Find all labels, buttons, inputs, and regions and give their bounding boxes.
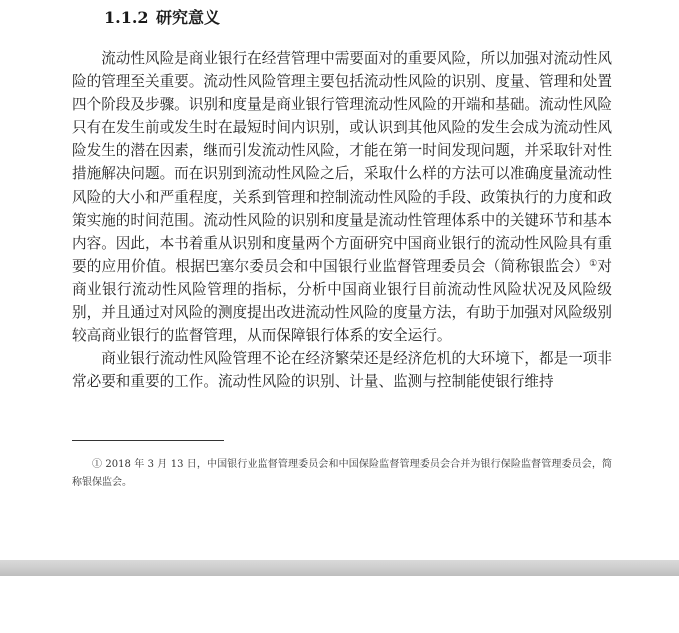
paragraph-1 [72, 47, 612, 347]
footnote [72, 456, 612, 492]
footnote-divider [72, 440, 224, 441]
next-page-area [0, 576, 679, 633]
section-title: 研究意义 [156, 8, 221, 27]
paragraph-2: 商业银行流动性风险管理不论在经济繁荣还是经济危机的大环境下，都是一项非常必要和重要的工作。流动性风险的识别、计量、监测与控制能使银行维持 [72, 350, 612, 391]
section-heading [104, 6, 220, 30]
paragraph-1-text-b: 对商业银行流动性风险管理的指标，分析中国商业银行目前流动性风险状况及风险级别，并且通过对风险的测度提出改进流动性风险的度量方法，有助于加强对风险级别较高商业银行的监督管理，从而保障银行体系的安全运行。 [72, 257, 612, 345]
footnote-marker[interactable]: ① [589, 258, 598, 269]
paragraph-1-text-a: 流动性风险是商业银行在经营管理中需要面对的重要风险，所以加强对流动性风险的管理至关重要。流动性风险管理主要包括流动性风险的识别、度量、管理和处置四个阶段及步骤。识别和度量是商业银行管理流动性风险的开端和基础。流动性风险只有在发生前或发生时在最短时间内识别，或认识到其他风险的发生会成为流动性风险发生的潜在因素，继而引发流动性风险，才能在第一时间发现问题，并采取针对性措施解决问题。而在识别到流动性风险之后，采取什么样的方法可以准确度量流动性风险的大小和严重程度，关系到管理和控制流动性风险的手段、政策执行的力度和政策实施的时间范围。流动性风险的识别和度量是流动性管理体系中的关键环节和基本内容。因此，本书着重从识别和度量两个方面研究中国商业银行的流动性风险具有重要的应用价值。根据巴塞尔委员会和中国银行业监督管理委员会（简称银监会） [72, 50, 612, 275]
page-separator [0, 560, 679, 576]
footnote-text: ① 2018 年 3 月 13 日，中国银行业监督管理委员会和中国保险监督管理委员会合并为银行保险监督管理委员会，简称银保监会。 [72, 459, 612, 488]
section-number: 1.1.2 [104, 8, 149, 27]
body-text [72, 47, 612, 393]
